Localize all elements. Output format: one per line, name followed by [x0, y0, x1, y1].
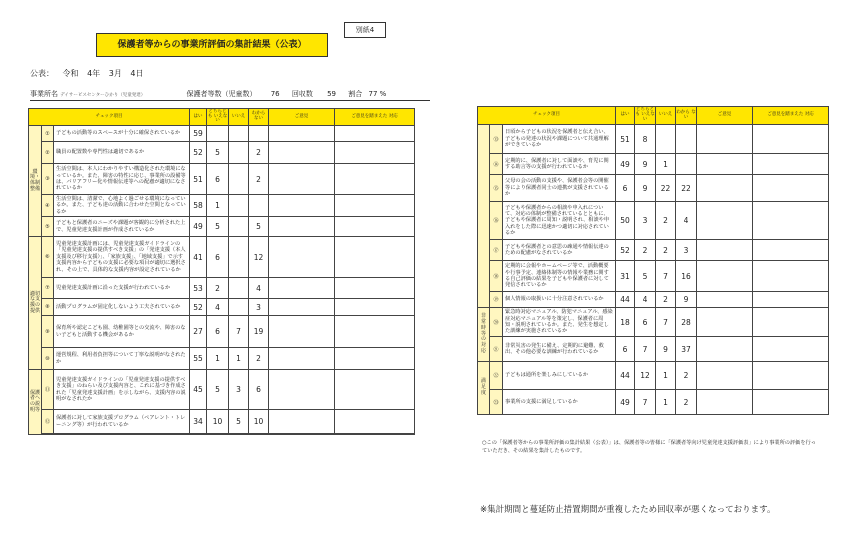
count-unknown: 3 — [676, 240, 697, 261]
response-cell — [753, 240, 829, 261]
check-item-text: 子どもや保護者との意思の疎通や情報伝達のための配慮がなされているか — [503, 240, 616, 261]
item-number: ㉒ — [490, 362, 503, 390]
opinion-cell — [697, 308, 753, 337]
count-yes: 52 — [616, 240, 635, 261]
opinion-cell — [697, 292, 753, 308]
count-unknown — [676, 154, 697, 175]
count-no: 3 — [229, 370, 249, 410]
check-item-text: 子どもの活動等のスペースが十分に確保されているか — [54, 126, 190, 142]
count-mostly: 6 — [635, 308, 656, 337]
count-no: 2 — [656, 202, 676, 240]
count-mostly: 5 — [207, 370, 229, 410]
count-no — [229, 299, 249, 316]
response-cell — [335, 316, 415, 348]
count-mostly: 10 — [207, 410, 229, 434]
guardian-count: 76 — [270, 90, 280, 98]
count-yes: 18 — [616, 308, 635, 337]
count-mostly: 7 — [635, 337, 656, 362]
count-yes: 52 — [190, 142, 207, 164]
opinion-cell — [269, 217, 335, 237]
response-cell — [335, 195, 415, 217]
count-no: 7 — [229, 316, 249, 348]
item-number: ㉓ — [490, 390, 503, 415]
response-cell — [335, 126, 415, 142]
count-mostly: 9 — [635, 154, 656, 175]
table-row — [478, 202, 829, 240]
table-row — [478, 292, 829, 308]
header-check-item: チェック項目 — [478, 107, 616, 125]
item-number: ⑥ — [42, 237, 54, 278]
check-item-text: 運営規程、利用者負担等について丁寧な説明がなされたか — [54, 348, 190, 370]
count-yes: 55 — [190, 348, 207, 370]
count-mostly: 9 — [635, 175, 656, 202]
count-yes: 27 — [190, 316, 207, 348]
header-mostly: どちらとも いえない — [635, 107, 656, 125]
table-row — [29, 164, 415, 195]
count-mostly: 5 — [207, 217, 229, 237]
opinion-cell — [269, 237, 335, 278]
response-cell — [335, 278, 415, 299]
count-yes — [190, 434, 207, 435]
footer-note: ※集計期間と蔓延防止措置期間が重複したため回収率が悪くなっております。 — [480, 505, 776, 515]
count-mostly: 8 — [635, 125, 656, 154]
category-label: 保護者への説明等 — [29, 370, 42, 435]
count-unknown: 37 — [676, 337, 697, 362]
count-no — [229, 237, 249, 278]
opinion-cell — [697, 337, 753, 362]
check-item-text: 児童発達支援計画に沿った支援が行われているか — [54, 278, 190, 299]
table-row — [29, 217, 415, 237]
response-cell — [753, 362, 829, 390]
item-number: ⑬ — [490, 125, 503, 154]
count-unknown: 28 — [676, 308, 697, 337]
item-number: ⑪ — [42, 370, 54, 410]
check-item-text: 日頃から子どもの状況を保護者と伝え合い、子どもの発達の状況や課題について共通理解ができているか — [503, 125, 616, 154]
office-label: 事業所名 — [30, 90, 58, 98]
item-number: ⑭ — [490, 154, 503, 175]
count-no: 9 — [656, 337, 676, 362]
count-unknown — [249, 434, 269, 435]
table-row — [478, 125, 829, 154]
count-no — [656, 125, 676, 154]
opinion-cell — [697, 390, 753, 415]
header-unknown: わから ない — [249, 109, 269, 126]
count-yes: 53 — [190, 278, 207, 299]
count-unknown: 12 — [249, 237, 269, 278]
count-mostly: 7 — [635, 390, 656, 415]
category-label: 環境・体制整備 — [29, 126, 42, 237]
response-cell — [753, 175, 829, 202]
table-row — [29, 237, 415, 278]
category-label: 適切な支援の提供 — [29, 237, 42, 370]
check-item-text — [54, 434, 190, 435]
count-unknown: 9 — [676, 292, 697, 308]
item-number: ⑲ — [490, 292, 503, 308]
check-item-text: 事業所の支援に満足しているか — [503, 390, 616, 415]
table-row — [478, 261, 829, 292]
opinion-cell — [697, 261, 753, 292]
count-no — [229, 278, 249, 299]
response-cell — [753, 292, 829, 308]
table-header-row — [29, 109, 415, 126]
opinion-cell — [697, 125, 753, 154]
check-item-text: 生活空間は、清潔で、心地よく過ごせる環境になっているか。また、子ども達の活動に合わせた空間となっているか — [54, 195, 190, 217]
count-mostly: 3 — [635, 202, 656, 240]
check-item-text: 生活空間は、本人にわかりやすい構造化された環境になっているか。また、障害の特性に応じ、事業所の設備等は、バリアフリー化や情報伝達等への配慮が適切になされているか — [54, 164, 190, 195]
table-row — [29, 316, 415, 348]
count-unknown: 22 — [676, 175, 697, 202]
opinion-cell — [697, 362, 753, 390]
count-mostly: 4 — [635, 292, 656, 308]
check-item-text: 児童発達支援ガイドラインの「児童発達支援の提供すべき支援」のねらい及び支援内容と、これに基づき作成された「児童発達支援計画」を示しながら、支援内容の説明がなされたか — [54, 370, 190, 410]
office-info — [30, 89, 430, 101]
count-unknown: 3 — [249, 299, 269, 316]
count-unknown: 10 — [249, 410, 269, 434]
header-mostly: どちらとも いえない — [207, 109, 229, 126]
count-mostly: 1 — [207, 348, 229, 370]
item-number: ⑧ — [42, 299, 54, 316]
evaluation-table-right — [477, 106, 829, 415]
count-unknown: 2 — [676, 390, 697, 415]
response-cell — [753, 390, 829, 415]
count-no: 2 — [656, 292, 676, 308]
count-yes: 59 — [190, 126, 207, 142]
table-row — [29, 299, 415, 316]
opinion-cell — [697, 202, 753, 240]
count-no: 5 — [229, 410, 249, 434]
count-no: 7 — [656, 261, 676, 292]
response-cell — [753, 337, 829, 362]
check-item-text: 職員の配置数や専門性は適切であるか — [54, 142, 190, 164]
count-mostly: 1 — [207, 195, 229, 217]
count-mostly: 6 — [207, 164, 229, 195]
count-unknown: 2 — [676, 362, 697, 390]
table-row — [478, 175, 829, 202]
response-cell — [335, 299, 415, 316]
publication-year: 4年 — [87, 69, 101, 78]
item-number: ④ — [42, 195, 54, 217]
check-item-text: 活動プログラムが固定化しないよう工夫されているか — [54, 299, 190, 316]
count-yes: 44 — [616, 292, 635, 308]
page-title: 保護者等からの事業所評価の集計結果（公表） — [96, 33, 328, 57]
response-cell — [335, 348, 415, 370]
opinion-cell — [269, 370, 335, 410]
response-cell — [753, 125, 829, 154]
response-count: 59 — [327, 90, 337, 98]
count-no — [229, 195, 249, 217]
opinion-cell — [269, 316, 335, 348]
table-row — [478, 240, 829, 261]
opinion-cell — [269, 410, 335, 434]
header-yes: はい — [616, 107, 635, 125]
count-no: 2 — [656, 240, 676, 261]
table-row — [29, 126, 415, 142]
response-cell — [335, 410, 415, 434]
table-row — [478, 390, 829, 415]
item-number: ⑯ — [490, 202, 503, 240]
item-number: ⑱ — [490, 261, 503, 292]
count-yes: 51 — [616, 125, 635, 154]
check-item-text: 子どもと保護者のニーズや課題が客観的に分析された上で、児童発達支援計画が作成されているか — [54, 217, 190, 237]
response-cell — [753, 202, 829, 240]
count-mostly — [207, 434, 229, 435]
item-number: ⑰ — [490, 240, 503, 261]
count-yes: 49 — [616, 390, 635, 415]
rate-label: 割合 — [348, 90, 363, 98]
response-cell — [335, 434, 415, 435]
count-unknown: 4 — [676, 202, 697, 240]
count-yes: 41 — [190, 237, 207, 278]
opinion-cell — [269, 142, 335, 164]
opinion-cell — [269, 348, 335, 370]
response-cell — [753, 308, 829, 337]
count-no — [229, 126, 249, 142]
table-row — [29, 278, 415, 299]
item-number: ㉑ — [490, 337, 503, 362]
check-item-text: 定期的に会報やホームページ等で、活動概要や行事予定、連絡体制等の情報や業務に関する自己評価の結果を子どもや保護者に対して発信されているか — [503, 261, 616, 292]
header-response: ご意見を踏まえた 対応 — [753, 107, 829, 125]
item-number — [42, 434, 54, 435]
table-row — [478, 308, 829, 337]
response-cell — [335, 164, 415, 195]
item-number: ⑮ — [490, 175, 503, 202]
table-row — [478, 154, 829, 175]
opinion-cell — [269, 126, 335, 142]
count-unknown: 2 — [249, 142, 269, 164]
count-unknown: 4 — [249, 278, 269, 299]
count-yes: 58 — [190, 195, 207, 217]
response-cell — [335, 217, 415, 237]
item-number: ⑤ — [42, 217, 54, 237]
item-number: ② — [42, 142, 54, 164]
opinion-cell — [269, 164, 335, 195]
rate-value: 77 — [368, 90, 378, 98]
count-unknown: 6 — [249, 370, 269, 410]
count-unknown — [676, 125, 697, 154]
count-yes: 31 — [616, 261, 635, 292]
opinion-cell — [269, 299, 335, 316]
count-mostly: 12 — [635, 362, 656, 390]
evaluation-table-left — [28, 108, 415, 435]
count-yes: 6 — [616, 175, 635, 202]
check-item-text: 個人情報の取扱いに十分注意されているか — [503, 292, 616, 308]
count-yes: 44 — [616, 362, 635, 390]
table-header-row — [478, 107, 829, 125]
opinion-cell — [697, 175, 753, 202]
count-yes: 51 — [190, 164, 207, 195]
count-unknown: 16 — [676, 261, 697, 292]
item-number: ⑦ — [42, 278, 54, 299]
count-no — [229, 217, 249, 237]
category-label: 非常時等の対応 — [478, 308, 490, 362]
response-cell — [753, 261, 829, 292]
count-yes: 52 — [190, 299, 207, 316]
check-item-text: 子どもは通所を楽しみにしているか — [503, 362, 616, 390]
count-no — [229, 164, 249, 195]
item-number: ① — [42, 126, 54, 142]
count-no: 1 — [656, 154, 676, 175]
check-item-text: 非常災害の発生に備え、定期的に避難、救出、その他必要な訓練が行われているか — [503, 337, 616, 362]
guardian-count-label: 保護者等数（児童数） — [186, 90, 257, 98]
header-yes: はい — [190, 109, 207, 126]
category-label: 満足度 — [478, 362, 490, 415]
header-no: いいえ — [229, 109, 249, 126]
header-opinion: ご意見 — [269, 109, 335, 126]
count-no: 22 — [656, 175, 676, 202]
count-yes: 50 — [616, 202, 635, 240]
count-unknown: 2 — [249, 164, 269, 195]
table-row — [29, 370, 415, 410]
count-no: 1 — [656, 362, 676, 390]
item-number: ⑩ — [42, 348, 54, 370]
check-item-text: 定期的に、保護者に対して面談や、育児に関する助言等の支援が行われているか — [503, 154, 616, 175]
count-mostly: 6 — [207, 237, 229, 278]
count-yes: 49 — [190, 217, 207, 237]
count-mostly — [207, 126, 229, 142]
opinion-cell — [269, 195, 335, 217]
publication-date — [30, 68, 149, 79]
count-yes: 49 — [616, 154, 635, 175]
count-yes: 34 — [190, 410, 207, 434]
opinion-cell — [697, 240, 753, 261]
table-row — [29, 195, 415, 217]
check-item-text: 保育所や認定こども園、幼稚園等との交流や、障害のない子どもと活動する機会があるか — [54, 316, 190, 348]
table-row — [29, 348, 415, 370]
header-response: ご意見を踏まえた 対応 — [335, 109, 415, 126]
opinion-cell — [697, 154, 753, 175]
count-mostly: 2 — [207, 278, 229, 299]
count-mostly: 6 — [207, 316, 229, 348]
count-mostly: 2 — [635, 240, 656, 261]
count-mostly: 5 — [207, 142, 229, 164]
summary-note: ○この「保護者等からの事業所評価の集計結果（公表）」は、保護者等の皆様に「保護者等向け児童発達支援評価表」により事業所の評価を行っていただき、その結果を集計したものです。 — [482, 440, 816, 454]
rate-unit: % — [379, 90, 387, 98]
item-number: ⑨ — [42, 316, 54, 348]
count-no: 1 — [229, 348, 249, 370]
publication-month: 3月 — [108, 69, 122, 78]
item-number: ⑳ — [490, 308, 503, 337]
publication-day: 4日 — [130, 69, 144, 78]
count-unknown — [249, 195, 269, 217]
count-no: 1 — [656, 390, 676, 415]
opinion-cell — [269, 278, 335, 299]
opinion-cell — [269, 434, 335, 435]
table-row — [29, 434, 415, 435]
count-yes: 45 — [190, 370, 207, 410]
check-item-text: 児童発達支援計画には、児童発達支援ガイドラインの「児童発達支援の提供すべき支援」の「発達支援（本人支援及び移行支援）」、「家族支援」、「地域支援」で示す支援内容から子どもの支援に必要な項目が適切に選択され、その上で、具体的な支援内容が設定されているか — [54, 237, 190, 278]
publication-label: 公表： — [30, 69, 54, 78]
header-opinion: ご意見 — [697, 107, 753, 125]
table-row — [29, 410, 415, 434]
header-check-item: チェック項目 — [29, 109, 190, 126]
table-row — [478, 362, 829, 390]
count-unknown: 5 — [249, 217, 269, 237]
response-cell — [335, 370, 415, 410]
count-no — [229, 142, 249, 164]
check-item-text: 緊急時対応マニュアル、防犯マニュアル、感染症対応マニュアル等を策定し、保護者に周知・説明されているか。また、発生を想定した訓練が実施されているか — [503, 308, 616, 337]
count-mostly: 5 — [635, 261, 656, 292]
publication-era: 令和 — [62, 69, 79, 78]
table-row — [29, 142, 415, 164]
header-unknown: わから ない — [676, 107, 697, 125]
check-item-text: 保護者に対して家族支援プログラム（ペアレント・トレーニング等）が行われているか — [54, 410, 190, 434]
response-cell — [335, 142, 415, 164]
count-mostly: 4 — [207, 299, 229, 316]
response-label: 回収数 — [291, 90, 313, 98]
office-name: デイサービスセンターひかり（児童発達） — [60, 93, 146, 98]
category-label — [478, 125, 490, 308]
header-no: いいえ — [656, 107, 676, 125]
check-item-text: 子どもや保護者からの相談や申入れについて、対応の体制が整備されているとともに、子どもや保護者に周知・説明され、相談や申入れをした際に迅速かつ適切に対応されているか — [503, 202, 616, 240]
response-cell — [753, 154, 829, 175]
count-unknown: 2 — [249, 348, 269, 370]
item-number: ⑫ — [42, 410, 54, 434]
count-yes: 6 — [616, 337, 635, 362]
check-item-text: 父母の会の活動の支援や、保護者会等の開催等により保護者同士の連携が支援されているか — [503, 175, 616, 202]
response-cell — [335, 237, 415, 278]
annex-label: 別紙4 — [344, 22, 386, 38]
count-no — [229, 434, 249, 435]
count-unknown — [249, 126, 269, 142]
count-no: 7 — [656, 308, 676, 337]
table-row — [478, 337, 829, 362]
item-number: ③ — [42, 164, 54, 195]
count-unknown: 19 — [249, 316, 269, 348]
